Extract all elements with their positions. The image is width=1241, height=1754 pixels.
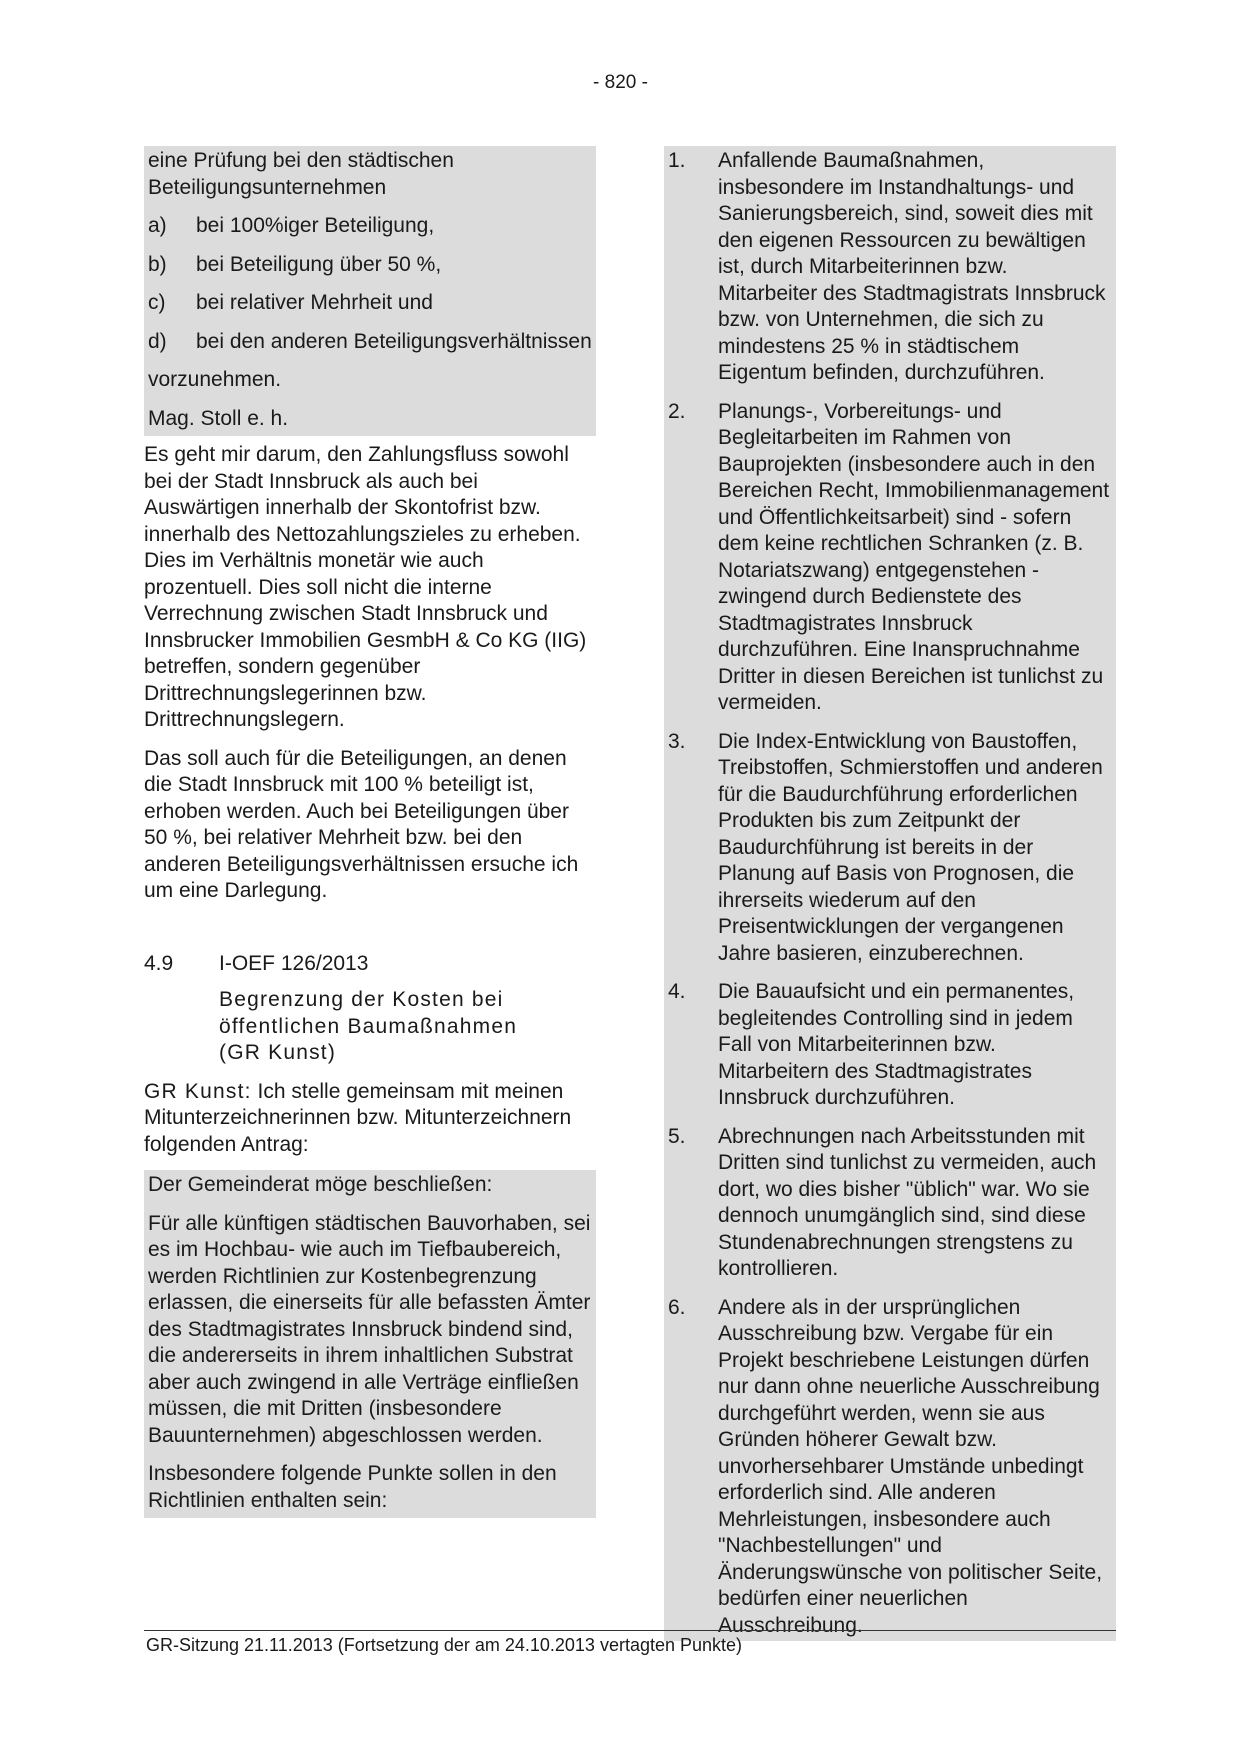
list-key: c) (148, 291, 166, 314)
list-item (148, 290, 592, 317)
point-text: Die Index-Entwicklung von Baustoffen, Treibstoffen, Schmierstoffen und anderen für die Baudurchführung erforderlichen Produkten bis zum Zeitpunkt der Baudurchführung ist bereits in der Planung auf Basis von Prognosen, die ihrerseits wiederum auf den Preisentwicklungen der vergangenen Jahre basieren, einzuberechnen. (718, 729, 1103, 965)
list-item (668, 729, 1112, 968)
list-key: a) (148, 214, 167, 237)
section-code: I-OEF 126/2013 (219, 951, 369, 975)
motion-end: Insbesondere folgende Punkte sollen in den Richtlinien enthalten sein: (148, 1462, 557, 1512)
shaded-motion-block (144, 146, 596, 436)
page-number: - 820 - (593, 72, 648, 93)
point-text: Die Bauaufsicht und ein permanentes, begleitendes Controlling sind in jedem Fall von Mitarbeiterinnen bzw. Mitarbeitern des Stadtmagistrates Innsbruck durchzuführen. (718, 980, 1075, 1109)
footer-text: GR-Sitzung 21.11.2013 (Fortsetzung der am 24.10.2013 vertagten Punkte) (146, 1635, 743, 1655)
list-item (668, 1124, 1112, 1283)
list-text: bei 100%iger Beteiligung, (196, 214, 435, 237)
shaded-end: vorzunehmen. (148, 368, 282, 391)
list-item (668, 399, 1112, 717)
point-number: 6. (668, 1295, 686, 1319)
section-heading (144, 951, 596, 1067)
speaker-name: GR Kunst: (144, 1079, 252, 1103)
point-number: 2. (668, 399, 686, 423)
signature: Mag. Stoll e. h. (148, 406, 289, 430)
left-column (144, 146, 596, 1524)
paragraph-1: Es geht mir darum, den Zahlungsfluss sowohl bei der Stadt Innsbruck als auch bei Auswärtigen innerhalb der Skontofrist bzw. innerhalb des Nettozahlungszieles zu erheben. Dies im Verhältnis monetär wie auch prozentuell. Dies soll nicht die interne Verrechnung zwischen Stadt Innsbruck und Innsbrucker Immobilien GesmbH & Co KG (IIG) betreffen, sondern gegenüber Drittrechnungslegerinnen bzw. Drittrechnungslegern. (144, 443, 587, 731)
list-item (668, 979, 1112, 1112)
list-text: bei Beteiligung über 50 %, (196, 252, 442, 276)
point-text: Planungs-, Vorbereitungs- und Begleitarbeiten im Rahmen von Bauprojekten (insbesondere auch in den Bereichen Recht, Immobilienmanagement und Öffentlichkeitsarbeit) sind - sofern dem keine rechtlichen Schranken (z. B. Notariatszwang) entgegenstehen - zwingend durch Bedienstete des Stadtmagistrates Innsbruck durchzuführen. Eine Inanspruchnahme Dritter in diesen Bereichen ist tunlichst zu vermeiden. (718, 399, 1110, 714)
list-item (668, 148, 1112, 387)
shaded-intro: eine Prüfung bei den städtischen Beteiligungsunternehmen (148, 149, 454, 199)
list-item (668, 1295, 1112, 1640)
point-text: Abrechnungen nach Arbeitsstunden mit Dritten sind tunlichst zu vermeiden, auch dort, wo dies bisher "üblich" war. Wo sie dennoch unumgänglich sind, sind diese Stundenabrechnungen strengstens zu kontrollieren. (718, 1124, 1097, 1280)
point-text: Andere als in der ursprünglichen Ausschreibung bzw. Vergabe für ein Projekt beschriebene Leistungen dürfen nur dann ohne neuerliche Ausschreibung durchgeführt werden, wenn sie aus Gründen höherer Gewalt bzw. unvorhersehbarer Umstände unbedingt erforderlich sind. Alle anderen Mehrleistungen, insbesondere auch "Nachbestellungen" und Änderungswünsche von politischer Seite, bedürfen einer neuerlichen Ausschreibung. (718, 1295, 1103, 1637)
paragraph-2: Das soll auch für die Beteiligungen, an denen die Stadt Innsbruck mit 100 % beteiligt ist, erhoben werden. Auch bei Beteiligungen über 50 %, bei relativer Mehrheit bzw. bei den anderen Beteiligungsverhältnissen ersuche ich um eine Darlegung. (144, 746, 579, 902)
speaker-text: Ich stelle gemeinsam mit meinen Mitunterzeichnerinnen bzw. Mitunterzeichnern folgenden Antrag: (144, 1079, 572, 1156)
points-block (664, 146, 1116, 1641)
list-text: bei relativer Mehrheit und (196, 291, 433, 314)
section-title: Begrenzung der Kosten bei öffentlichen Baumaßnahmen (219, 988, 518, 1038)
list-key: b) (148, 252, 167, 276)
point-number: 4. (668, 980, 686, 1003)
list-key: d) (148, 329, 167, 353)
speaker-paragraph (144, 1079, 596, 1159)
list-item (148, 252, 592, 279)
footer-divider (144, 1630, 1116, 1631)
list-item (148, 329, 592, 356)
point-number: 1. (668, 149, 686, 172)
right-column (664, 146, 1116, 1641)
motion-block (144, 1170, 596, 1518)
motion-head: Der Gemeinderat möge beschließen: (148, 1173, 493, 1196)
list-text: bei den anderen Beteiligungsverhältnissen (196, 329, 592, 353)
point-text: Anfallende Baumaßnahmen, insbesondere im Instandhaltungs- und Sanierungsbereich, sind, soweit dies mit den eigenen Ressourcen zu bewältigen ist, durch Mitarbeiterinnen bzw. Mitarbeiter des Stadtmagistrats Innsbruck bzw. von Unternehmen, die sich zu mindestens 25 % in städtischem Eigentum befinden, durchzuführen. (718, 149, 1106, 384)
motion-body: Für alle künftigen städtischen Bauvorhaben, sei es im Hochbau- wie auch im Tiefbaubereich, werden Richtlinien zur Kostenbegrenzung erlassen, die einerseits für alle befassten Ämter des Stadtmagistrates Innsbruck bindend sind, die andererseits in ihrem inhaltlichen Substrat aber auch zwingend in alle Verträge einfließen müssen, die mit Dritten (insbesondere Bauunternehmen) abgeschlossen werden. (148, 1211, 591, 1447)
point-number: 3. (668, 729, 686, 753)
point-number: 5. (668, 1124, 686, 1148)
section-author: (GR Kunst) (219, 1041, 337, 1064)
list-item (148, 213, 592, 240)
section-number: 4.9 (144, 951, 174, 975)
